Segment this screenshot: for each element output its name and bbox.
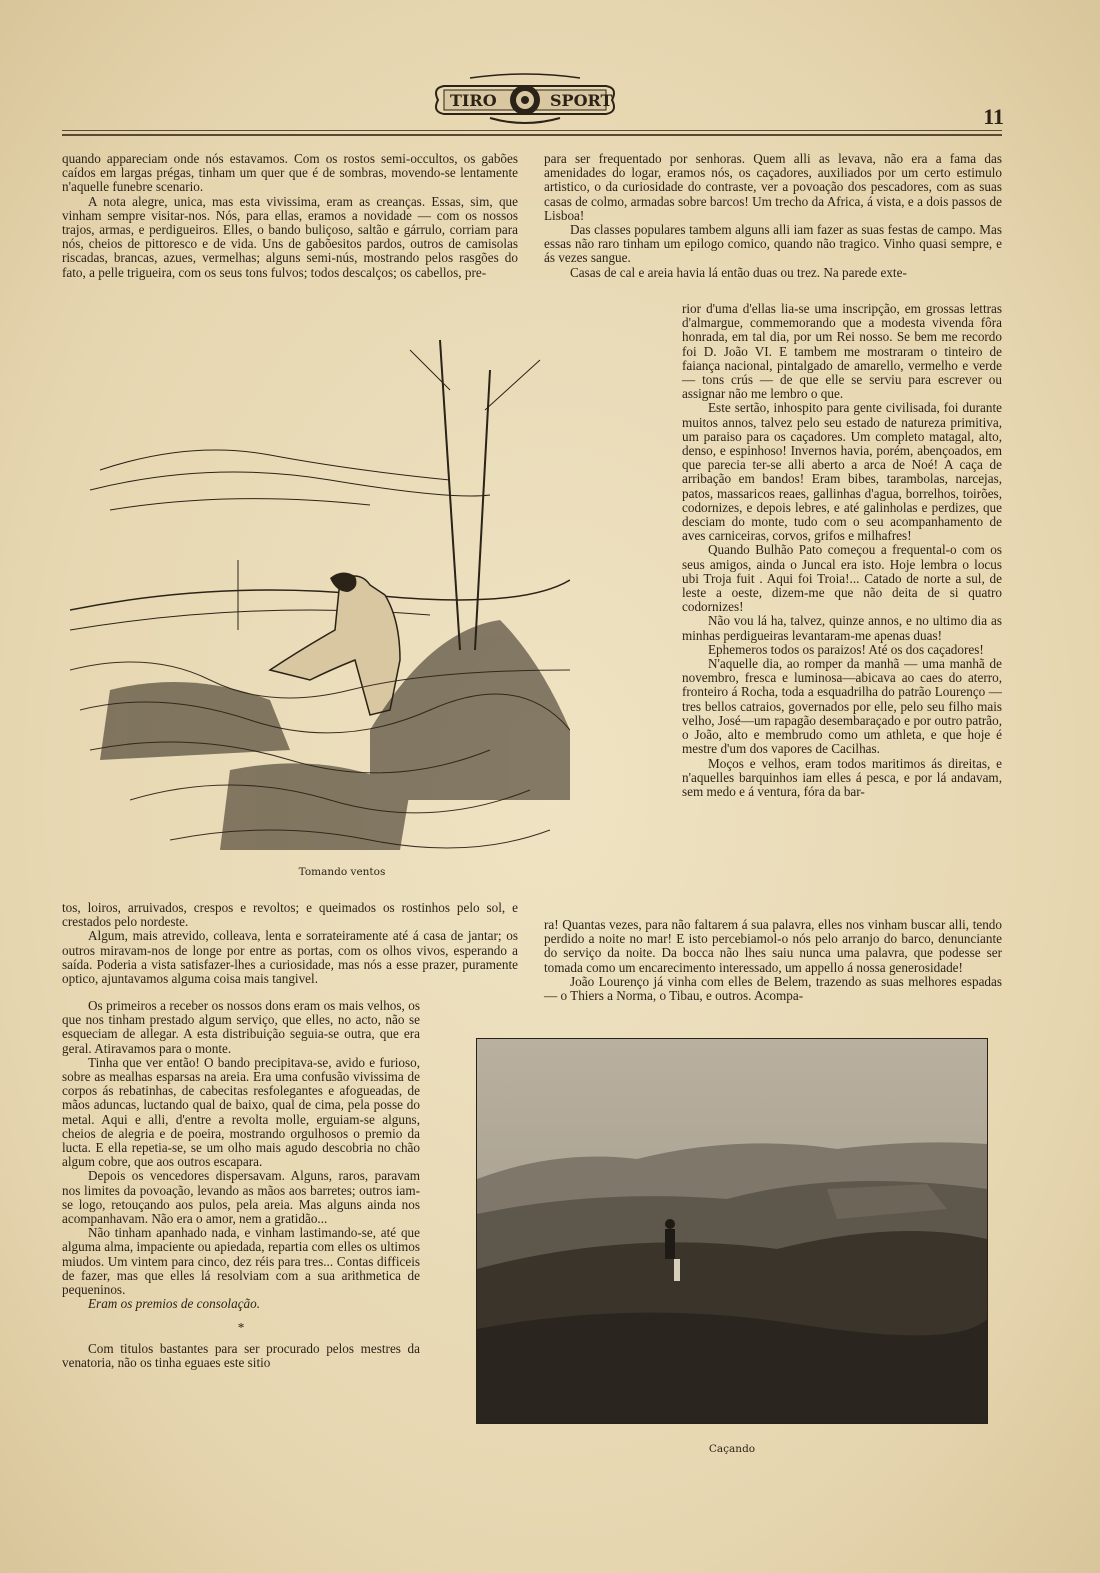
engraving-pointer-dog xyxy=(70,330,570,860)
paragraph: Tinha que ver então! O bando precipitava-se, avido e furioso, sobre as mealhas esparsas na areia. Era uma confusão vivissima de corpos ás rebatinhas, de cabecitas resfolegantes e afogueadas, de mãos aduncas, luctando qual de baixo, qual de cima, pela posse do metal. Aqui e alli, d'entre a revolta molle, erguiam-se alguns, cheios de alegria e de poeira, mostrando orgulhosos o premio da lucta. E ella repetia-se, se um olho mais agudo descobria no chão algum cobre, que aos outros escapara. xyxy=(62,1054,420,1170)
paragraph: João Lourenço já vinha com elles de Belem, trazendo as suas melhores espadas — o Thiers a Norma, o Tibau, e outros. Acompa- xyxy=(544,973,1002,1004)
svg-text:TIRO: TIRO xyxy=(450,91,497,110)
paragraph: Das classes populares tambem alguns alli iam fazer as suas festas de campo. Mas essas não raro tinham um epilogo comico, quando não tragico. Vinho quasi sempre, e ás vezes sangue. xyxy=(544,222,1002,266)
paragraph: Os primeiros a receber os nossos dons eram os mais velhos, os que nos tinham prestado algum serviço, que elles, no acto, não se esqueciam de allegar. A esta distribuição seguia-se outra, que era geral. Atiravamos para o monte. xyxy=(62,998,420,1056)
paragraph: Este sertão, inhospito para gente civilisada, foi durante muitos annos, talvez pelo seu estado de natureza primitiva, um paraiso para os caçadores. Um completo matagal, alto, denso, e espinhoso! Invernos havia, porém, abençoados, em que parecia ter-se alli aberto a arca de Noé! A caça de arribação em bandos! Eram bibes, tarambolas, narcejas, patos, massaricos reaes, gallinhas d'agua, borrelhos, toirões, codornizes, e depois lebres, e até galinholas e perdizes, que desciam do monte, tudo com o seu acompanhamento de aves carniceiras, corvos, grifos e milhafres! xyxy=(682,400,1002,544)
left-column-middle xyxy=(62,901,518,986)
paragraph: quando appareciam onde nós estavamos. Com os rostos semi-occultos, os gabões caídos em largas prégas, tinham um quer que é de sombras, movendo-se lentamente n'aquelle funebre scenario. xyxy=(62,151,518,195)
paragraph: Não tinham apanhado nada, e vinham lastimando-se, até que alguma alma, impaciente ou apiedada, repartia com elles os ultimos miudos. Um vintem para cinco, dez réis para tres... Contas difficeis de fazer, mas que elles lá resolviam com a sua arithmetica de pequeninos. xyxy=(62,1225,420,1298)
header-rule xyxy=(62,130,1002,131)
section-asterisk: * xyxy=(237,1320,245,1336)
paragraph: Algum, mais atrevido, colleava, lenta e sorrateiramente até á casa de jantar; os outros miravam-nos de longe por entre as portas, com os olhos vivos, esperando a saída. Poderia a vista satisfazer-lhes a curiosidade, mas nós a esse prazer, puramente optico, ajuntavamos alguma coisa mais tangivel. xyxy=(62,928,518,987)
right-column-top xyxy=(544,152,1002,280)
paragraph: Depois os vencedores dispersavam. Alguns, raros, paravam nos limites da povoação, levando as mãos aos barretes; outros iam-se logo, retouçando aos pulos, pela areia. Mas alguns ainda nos acompanhavam. Não era o amor, nem a gratidão... xyxy=(62,1168,420,1227)
right-column-narrow xyxy=(682,302,1002,799)
paragraph: Não vou lá ha, talvez, quinze annos, e no ultimo dia as minhas perdigueiras levantaram-me apenas duas! xyxy=(682,613,1002,643)
paragraph: Quando Bulhão Pato começou a frequental-o com os seus amigos, ainda o Juncal era isto. Hoje lembra o locus ubi Troja fuit . Aqui foi Troia!... Catado de norte a sul, de leste a oeste, dizem-me que não deita de si quatro codornizes! xyxy=(682,542,1002,615)
paragraph: A nota alegre, unica, mas esta vivissima, eram as creanças. Essas, sim, que vinham sempre visitar-nos. Nós, para ellas, eramos a novidade — com os nossos trajos, armas, e perdigueiros. Elles, o bando buliçoso, saltão e gárrulo, corriam para nós, cheios de pittoresco e de vida. Uns de gabõesitos pardos, outros de camisolas riscadas, brancas, azues, vermelhas; alguns semi-nús, mostrando pelos rasgões do fato, a pelle trigueira, com os seus tons fulvos; todos descalços; os cabellos, pre- xyxy=(62,193,518,280)
paragraph: Com titulos bastantes para ser procurado pelos mestres da venatoria, não os tinha eguaes este sitio xyxy=(62,1340,420,1370)
masthead-logo xyxy=(430,70,620,128)
paragraph: para ser frequentado por senhoras. Quem alli as levava, não era a fama das amenidades do logar, eramos nós, os caçadores, auxiliados por um certo estimulo artistico, o da curiosidade do contraste, ver a povoação dos pescadores, com as suas casas de colmo, armadas sobre barcos! Um trecho da Africa, á vista, e a dois passos de Lisboa! xyxy=(544,151,1002,223)
left-column-bottom xyxy=(62,999,420,1370)
paragraph: Moços e velhos, eram todos maritimos ás direitas, e n'aquelles barquinhos iam elles á pesca, e por lá andavam, sem medo e á ventura, fóra da bar- xyxy=(682,755,1002,799)
figure-caption: Caçando xyxy=(708,1443,756,1455)
figure-caption: Tomando ventos xyxy=(298,866,386,878)
paragraph: Ephemeros todos os paraizos! Até os dos caçadores! xyxy=(708,641,984,657)
left-column-top xyxy=(62,152,518,280)
paragraph: rior d'uma d'ellas lia-se uma inscripção, em grossas lettras d'almargue, commemorando que a modesta vivenda fôra honrada, em tal dia, por um Rei nosso. Se bem me recordo foi D. João VI. E tambem me mostraram o tinteiro de faiança nacional, pintalgado de amarello, vermelho e verde — tons crús — de que elle se serviu para escrever ou assignar não me lembro o que. xyxy=(682,301,1002,402)
paragraph: ra! Quantas vezes, para não faltarem á sua palavra, elles nos vinham buscar alli, tendo perdido a noite no mar! E isto percebiamol-o nós pelo arranjo do barco, denunciante do serviço da noite. Da bocca não lhes saiu nunca uma palavra, que podesse ser tomada como um encarecimento interessado, um appello á nossa generosidade! xyxy=(544,917,1002,975)
paragraph: tos, loiros, arruivados, crespos e revoltos; e queimados os rostinhos pelo sol, e crestados pelo nordeste. xyxy=(62,900,518,930)
paragraph: Casas de cal e areia havia lá então duas ou trez. Na parede exte- xyxy=(570,264,907,280)
photograph-hunting-landscape xyxy=(476,1038,988,1424)
header-rule-thick xyxy=(62,134,1002,136)
paragraph: N'aquelle dia, ao romper da manhã — uma manhã de novembro, fresca e luminosa—abicava ao caes do aterro, fronteiro á Rocha, toda a esquadrilha do patrão Lourenço — tres bellos catraios, governados por elle, pelo seu filho mais velho, José—um rapagão desembaraçado e por outro patrão, o João, alto e membrudo como um athleta, e que hoje é mestre d'um dos vapores de Cacilhas. xyxy=(682,656,1002,757)
paragraph: Eram os premios de consolação. xyxy=(88,1296,261,1312)
svg-text:SPORT: SPORT xyxy=(550,91,613,110)
right-column-bottom xyxy=(544,918,1002,1003)
page-number: 11 xyxy=(983,104,1004,129)
